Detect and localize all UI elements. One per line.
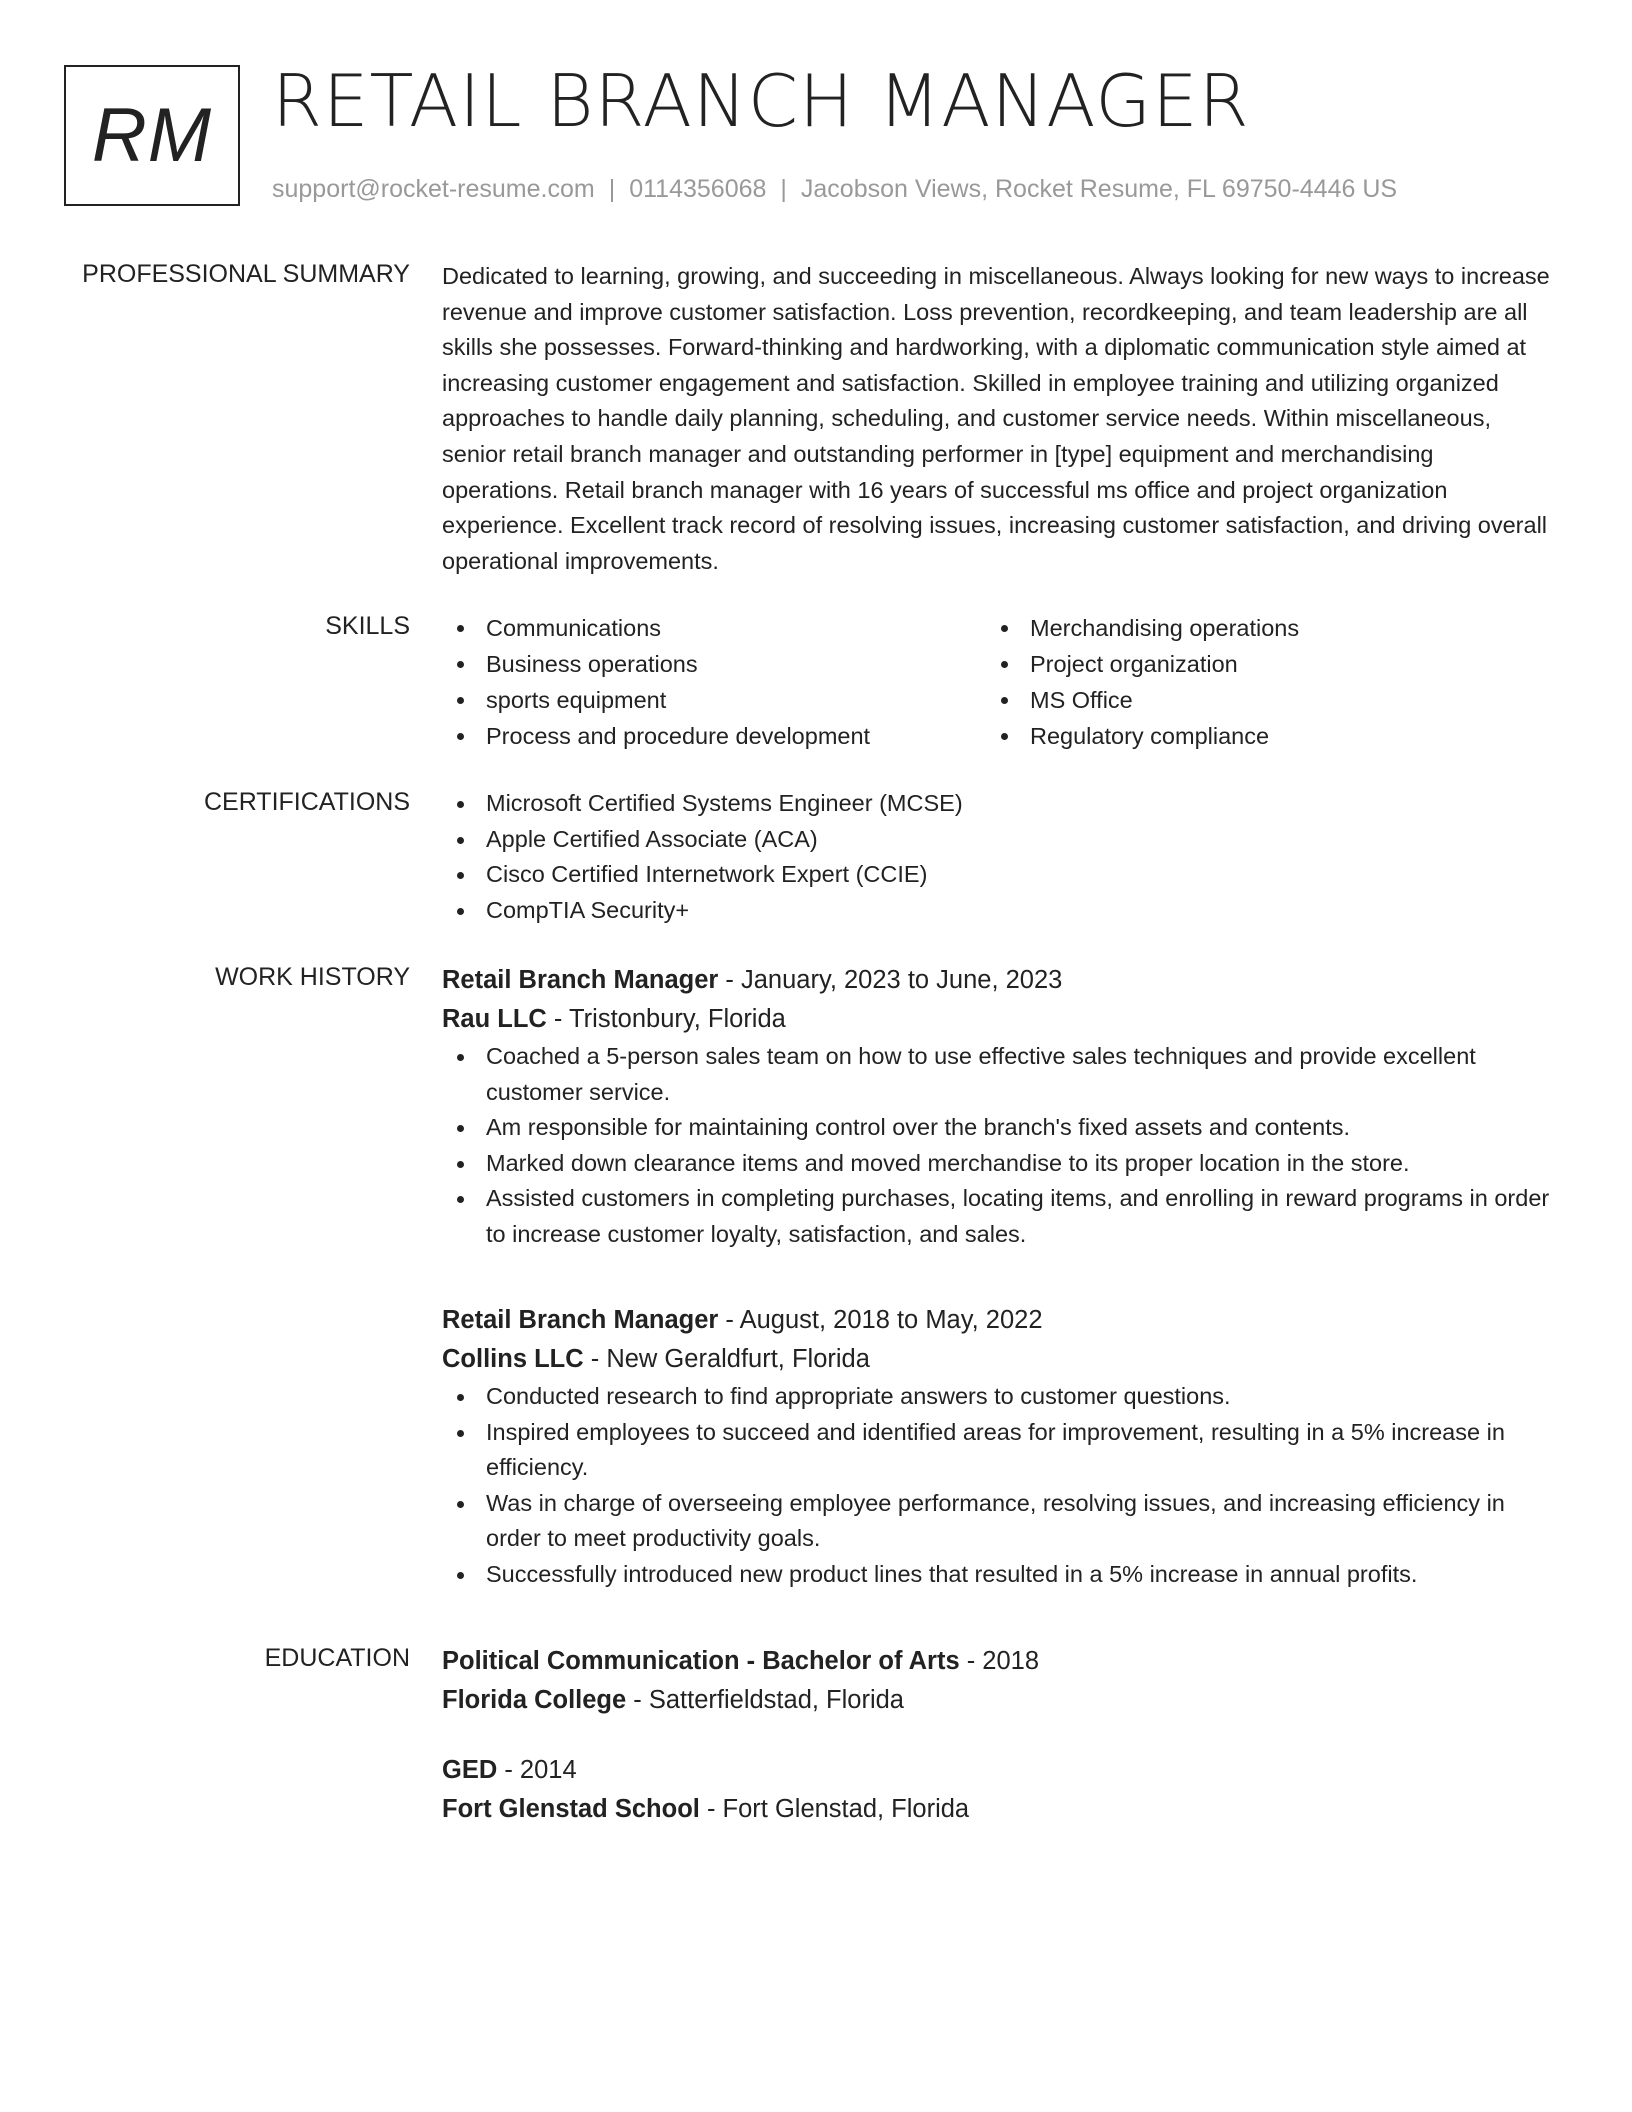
job-duty-item: Conducted research to find appropriate answers to customer questions.	[442, 1379, 1552, 1415]
job-duty-item: Assisted customers in completing purchases, locating items, and enrolling in reward programs in order to increase customer loyalty, satisfaction, and sales.	[442, 1181, 1552, 1252]
skill-item: Merchandising operations	[986, 610, 1530, 646]
skill-item: sports equipment	[442, 682, 986, 718]
job-company-line	[442, 1340, 1552, 1379]
summary-heading: PROFESSIONAL SUMMARY	[82, 260, 410, 288]
education-entry	[442, 1751, 1552, 1829]
education-year: - 2018	[959, 1647, 1040, 1675]
job-dates: - January, 2023 to June, 2023	[718, 966, 1063, 994]
job-location: - Tristonbury, Florida	[546, 1005, 786, 1033]
job-duty-item: Successfully introduced new product lines that resulted in a 5% increase in annual profits.	[442, 1557, 1552, 1593]
job-company: Rau LLC	[442, 1005, 547, 1033]
education-location: - Satterfieldstad, Florida	[626, 1686, 904, 1714]
contact-separator: |	[608, 175, 616, 203]
job-duty-item: Inspired employees to succeed and identified areas for improvement, resulting in a 5% increase in efficiency.	[442, 1415, 1552, 1486]
skill-item: Business operations	[442, 646, 986, 682]
summary-text: Dedicated to learning, growing, and succeeding in miscellaneous. Always looking for new ways to increase revenue and improve customer satisfaction. Loss prevention, recordkeeping, and team leadership are all skills she possesses. Forward-thinking and hardworking, with a diplomatic communication style aimed at increasing customer engagement and satisfaction. Skilled in employee training and utilizing organized approaches to handle daily planning, scheduling, and customer service needs. Within miscellaneous, senior retail branch manager and outstanding performer in [type] equipment and merchandising operations. Retail branch manager with 16 years of successful ms office and project organization experience. Excellent track record of resolving issues, increasing customer satisfaction, and driving overall operational improvements.	[442, 263, 1550, 574]
skills-column-right	[986, 610, 1530, 754]
certification-item: Microsoft Certified Systems Engineer (MCSE)	[442, 786, 1552, 822]
contact-address: Jacobson Views, Rocket Resume, FL 69750-4446 US	[800, 175, 1398, 203]
job-company: Collins LLC	[442, 1345, 584, 1373]
job-duty-item: Am responsible for maintaining control over the branch's fixed assets and contents.	[442, 1110, 1552, 1146]
initials-monogram: RM	[64, 65, 240, 206]
education-school: Florida College	[442, 1686, 627, 1714]
job-duties	[442, 1379, 1552, 1593]
education-degree-line	[442, 1642, 1552, 1681]
education-degree: Political Communication - Bachelor of Arts	[442, 1647, 960, 1675]
job-location: - New Geraldfurt, Florida	[583, 1345, 870, 1373]
skill-item: MS Office	[986, 682, 1530, 718]
education-year: - 2014	[497, 1756, 577, 1784]
job-title: Retail Branch Manager	[442, 1306, 719, 1334]
job-duty-item: Coached a 5-person sales team on how to use effective sales techniques and provide excellent customer service.	[442, 1039, 1552, 1110]
skills-heading: SKILLS	[325, 612, 410, 640]
education-school-line	[442, 1681, 1552, 1720]
skill-item: Process and procedure development	[442, 718, 986, 754]
education-degree-line	[442, 1751, 1552, 1790]
skills-column-left	[442, 610, 986, 754]
certifications-heading: CERTIFICATIONS	[203, 788, 410, 816]
education-heading: EDUCATION	[264, 1644, 410, 1672]
job-duty-item: Marked down clearance items and moved merchandise to its proper location in the store.	[442, 1146, 1552, 1182]
certification-item: Apple Certified Associate (ACA)	[442, 822, 1552, 858]
certification-item: Cisco Certified Internetwork Expert (CCIE)	[442, 857, 1552, 893]
job-title-line	[442, 1301, 1552, 1340]
job-entry	[442, 961, 1552, 1253]
job-title-line	[442, 961, 1552, 1000]
skill-item: Project organization	[986, 646, 1530, 682]
education-school-line	[442, 1790, 1552, 1829]
page-title: RETAIL BRANCH MANAGER	[272, 59, 1250, 143]
contact-separator: |	[780, 175, 787, 203]
contact-line	[272, 173, 1397, 205]
contact-email[interactable]: support@rocket-resume.com	[272, 175, 595, 203]
certification-item: CompTIA Security+	[442, 893, 1552, 929]
education-degree: GED	[442, 1756, 498, 1784]
contact-phone[interactable]: 0114356068	[629, 175, 767, 203]
job-duty-item: Was in charge of overseeing employee performance, resolving issues, and increasing efficiency in order to meet productivity goals.	[442, 1486, 1552, 1557]
education-school: Fort Glenstad School	[442, 1795, 700, 1823]
job-duties	[442, 1039, 1552, 1253]
job-company-line	[442, 1000, 1552, 1039]
job-dates: - August, 2018 to May, 2022	[718, 1306, 1043, 1334]
skill-item: Regulatory compliance	[986, 718, 1530, 754]
education-location: - Fort Glenstad, Florida	[699, 1795, 970, 1823]
skill-item: Communications	[442, 610, 986, 646]
education-entry	[442, 1642, 1552, 1720]
job-entry	[442, 1301, 1552, 1593]
job-title: Retail Branch Manager	[442, 966, 719, 994]
work-history-heading: WORK HISTORY	[215, 963, 410, 991]
